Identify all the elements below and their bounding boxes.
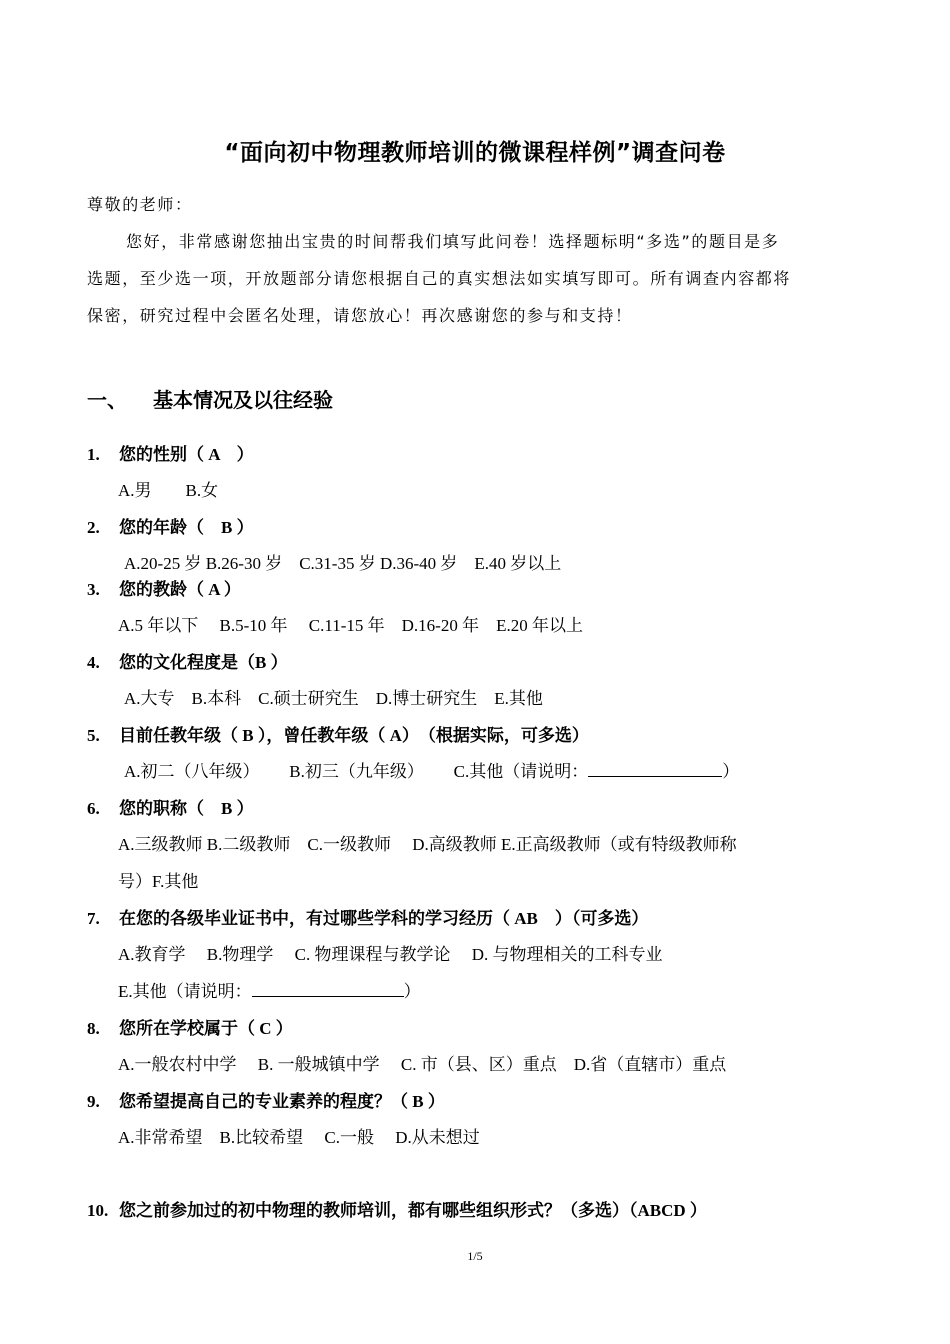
question-text: 您所在学校属于（ C ） xyxy=(119,1019,293,1038)
fill-in-blank[interactable] xyxy=(252,981,404,997)
question-text: 您希望提高自己的专业素养的程度？（ B ） xyxy=(119,1092,445,1111)
question-number: 5. xyxy=(87,726,100,745)
question-number: 3. xyxy=(87,580,100,599)
intro-line-2: 选题，至少选一项，开放题部分请您根据自己的真实想法如实填写即可。所有调查内容都将 xyxy=(87,269,792,288)
question-6 xyxy=(87,794,254,819)
option-text: A.初二（八年级） B.初三（九年级） C.其他（请说明： xyxy=(124,762,589,781)
page-number: 1/5 xyxy=(467,1249,483,1263)
question-text: 您的文化程度是（B ） xyxy=(119,653,288,672)
question-number: 6. xyxy=(87,799,100,818)
question-7 xyxy=(87,904,648,929)
question-9-options: A.非常希望 B.比较希望 C.一般 D.从未想过 xyxy=(118,1128,480,1147)
question-2-options: A.20-25 岁 B.26-30 岁 C.31-35 岁 D.36-40 岁 E.40 岁以上 xyxy=(124,554,562,573)
question-9 xyxy=(87,1087,445,1112)
question-1 xyxy=(87,440,254,465)
question-number: 9. xyxy=(87,1092,100,1111)
salutation: 尊敬的老师： xyxy=(87,195,193,214)
question-4-options: A.大专 B.本科 C.硕士研究生 D.博士研究生 E.其他 xyxy=(124,689,543,708)
intro-line-1: 您好，非常感谢您抽出宝贵的时间帮我们填写此问卷！选择题标明“多选”的题目是多 xyxy=(126,232,780,251)
option-text-end: ） xyxy=(403,982,421,1001)
question-4 xyxy=(87,648,288,673)
question-6-options-line-2: 号）F.其他 xyxy=(118,872,199,891)
question-2 xyxy=(87,513,254,538)
section-title: 基本情况及以往经验 xyxy=(153,388,333,412)
section-heading xyxy=(87,384,333,413)
question-number: 7. xyxy=(87,909,100,928)
question-number: 2. xyxy=(87,518,100,537)
question-number: 1. xyxy=(87,445,100,464)
option-text-end: ） xyxy=(722,762,740,781)
question-8 xyxy=(87,1014,293,1039)
question-text: 目前任教年级（ B ），曾任教年级（ A） （根据实际，可多选） xyxy=(119,726,589,745)
question-6-options-line-1: A.三级教师 B.二级教师 C.一级教师 D.高级教师 E.正高级教师（或有特级教师称 xyxy=(118,835,737,854)
option-text: E.其他（请说明： xyxy=(118,982,252,1001)
section-number: 一、 xyxy=(87,388,127,412)
question-number: 4. xyxy=(87,653,100,672)
question-5-options xyxy=(124,757,739,782)
question-text: 您的职称（ B ） xyxy=(119,799,254,818)
intro-line-3: 保密，研究过程中会匿名处理，请您放心！再次感谢您的参与和支持！ xyxy=(87,306,633,325)
question-7-options-line-2 xyxy=(118,977,421,1002)
question-5 xyxy=(87,721,589,746)
question-1-options: A.男 B.女 xyxy=(118,481,219,500)
question-7-options-line-1: A.教育学 B.物理学 C. 物理课程与教学论 D. 与物理相关的工科专业 xyxy=(118,945,663,964)
question-8-options: A.一般农村中学 B. 一般城镇中学 C. 市（县、区）重点 D.省（直辖市）重点 xyxy=(118,1055,727,1074)
page-title: “面向初中物理教师培训的微课程样例”调查问卷 xyxy=(224,140,726,166)
question-text: 您的教龄（ A ） xyxy=(119,580,241,599)
question-text: 您之前参加过的初中物理的教师培训，都有哪些组织形式？（多选）（ABCD ） xyxy=(119,1201,707,1220)
fill-in-blank[interactable] xyxy=(588,761,722,777)
question-3-options: A.5 年以下 B.5-10 年 C.11-15 年 D.16-20 年 E.20 年以上 xyxy=(118,616,583,635)
question-text: 在您的各级毕业证书中，有过哪些学科的学习经历（ AB ）（可多选） xyxy=(119,909,649,928)
question-text: 您的年龄（ B ） xyxy=(119,518,254,537)
question-3 xyxy=(87,575,241,600)
question-number: 8. xyxy=(87,1019,100,1038)
question-number: 10. xyxy=(87,1201,109,1220)
question-text: 您的性别（ A ） xyxy=(119,445,254,464)
question-10 xyxy=(87,1196,707,1221)
